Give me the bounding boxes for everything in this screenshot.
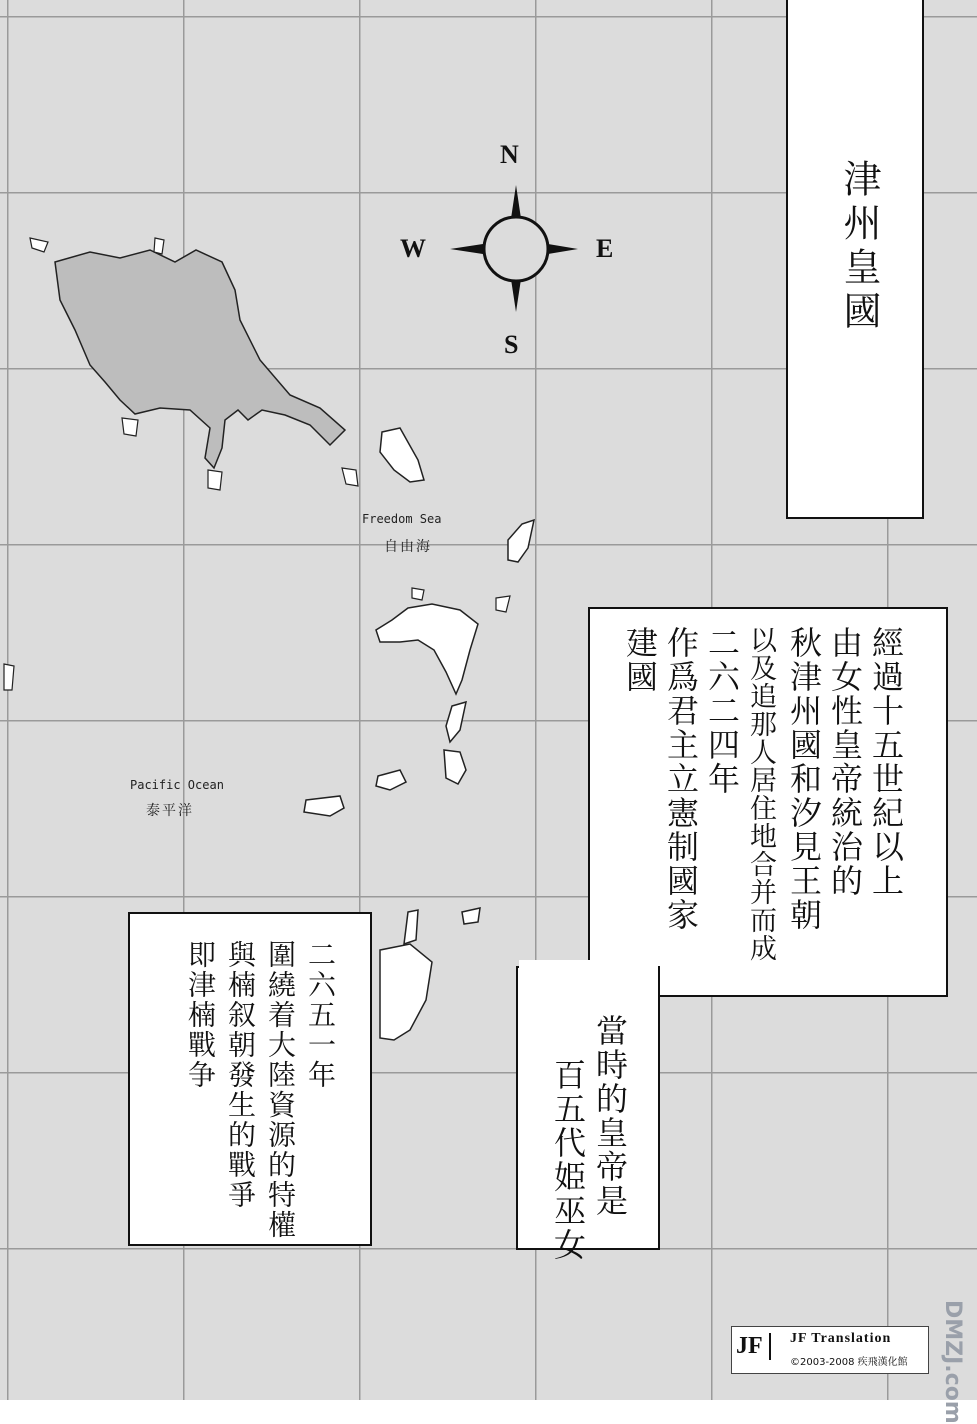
compass-north-label: N xyxy=(500,140,519,169)
continent-mainland xyxy=(55,250,345,468)
jf-logo: JF xyxy=(736,1333,771,1360)
island-west-edge xyxy=(4,664,14,690)
compass-rose xyxy=(450,185,578,312)
island-east xyxy=(462,908,480,924)
empress-col-1: 當時的皇帝是 xyxy=(591,1014,629,1218)
island-east xyxy=(496,596,510,612)
site-watermark: DMZJ.com xyxy=(940,1300,965,1424)
island-east xyxy=(508,520,534,562)
island-small xyxy=(154,238,164,254)
island-small xyxy=(30,238,48,252)
history-col-4: 以及追那人居住地合并而成 xyxy=(745,626,776,962)
island-small xyxy=(342,468,358,486)
compass-east-label: E xyxy=(596,234,614,263)
compass-ring xyxy=(484,217,548,281)
island-east xyxy=(380,944,432,1040)
country-title: 津州皇國 xyxy=(837,159,881,335)
island-east xyxy=(304,796,344,816)
war-col-3: 與楠叙朝發生的戰爭 xyxy=(224,940,257,1210)
history-col-5: 二六二四年 xyxy=(703,626,741,796)
credit-copyright: ©2003-2008 疾飛漢化館 xyxy=(790,1357,908,1368)
island-small xyxy=(208,470,222,490)
compass-south-label: S xyxy=(504,330,519,359)
island-east xyxy=(376,770,406,790)
empress-col-2: 百五代姫巫女 xyxy=(549,1058,587,1262)
history-col-1: 經過十五世紀以上 xyxy=(867,626,905,898)
box-joint xyxy=(590,960,658,1000)
empress-box xyxy=(516,966,660,1250)
war-col-4: 即津楠戰争 xyxy=(184,940,217,1090)
war-box xyxy=(128,912,372,1246)
island-small xyxy=(122,418,138,436)
island-east xyxy=(446,702,466,742)
island-east xyxy=(412,588,424,600)
translation-credit xyxy=(731,1326,929,1374)
freedom-sea-cjk-label: 自由海 xyxy=(384,539,432,555)
title-box xyxy=(786,0,924,519)
pacific-ocean-label: Pacific Ocean xyxy=(130,778,224,792)
history-col-2: 由女性皇帝統治的 xyxy=(826,626,864,898)
compass-west-label: W xyxy=(400,234,426,263)
island-east xyxy=(376,604,478,694)
island-east xyxy=(380,428,424,482)
history-col-7: 建國 xyxy=(621,626,659,694)
credit-name: JF Translation xyxy=(790,1331,892,1346)
freedom-sea-label: Freedom Sea xyxy=(362,512,442,526)
history-col-6: 作爲君主立憲制國家 xyxy=(662,626,700,932)
war-col-2: 圍繞着大陸資源的特權 xyxy=(264,940,297,1240)
history-col-3: 秋津州國和汐見王朝 xyxy=(785,626,823,932)
island-east xyxy=(404,910,418,944)
war-col-1: 二六五一年 xyxy=(304,940,337,1090)
island-east xyxy=(444,750,466,784)
pacific-ocean-cjk-label: 泰平洋 xyxy=(146,803,194,819)
